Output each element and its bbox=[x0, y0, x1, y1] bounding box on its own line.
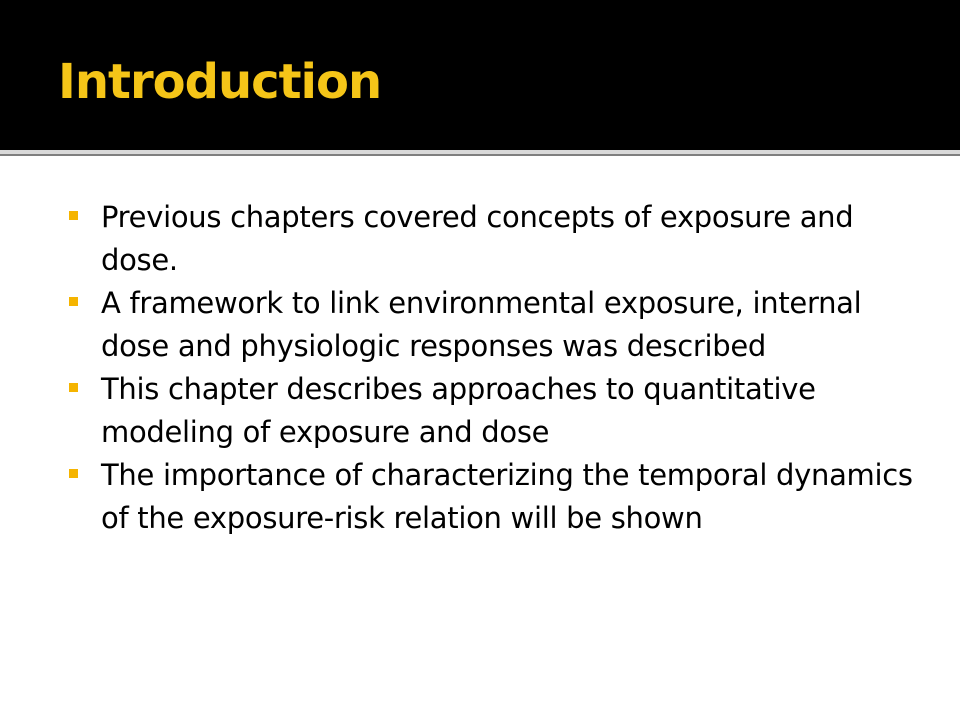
title-divider-dark bbox=[0, 154, 960, 156]
bullet-item bbox=[68, 454, 928, 540]
square-bullet-icon bbox=[69, 211, 78, 220]
bullet-text: The importance of characterizing the temporal dynamics of the exposure-risk relation will be shown bbox=[101, 458, 913, 535]
square-bullet-icon bbox=[69, 297, 78, 306]
title-bar bbox=[0, 0, 960, 150]
square-bullet-icon bbox=[69, 469, 78, 478]
bullet-item bbox=[68, 368, 928, 454]
square-bullet-icon bbox=[69, 383, 78, 392]
bullet-item bbox=[68, 282, 928, 368]
bullet-text: This chapter describes approaches to quantitative modeling of exposure and dose bbox=[101, 372, 816, 449]
bullet-item bbox=[68, 196, 928, 282]
slide-title: Introduction bbox=[58, 54, 382, 110]
bullet-text: A framework to link environmental exposure, internal dose and physiologic responses was described bbox=[101, 286, 862, 363]
bullet-text: Previous chapters covered concepts of exposure and dose. bbox=[101, 200, 854, 277]
bullet-list bbox=[68, 196, 928, 540]
